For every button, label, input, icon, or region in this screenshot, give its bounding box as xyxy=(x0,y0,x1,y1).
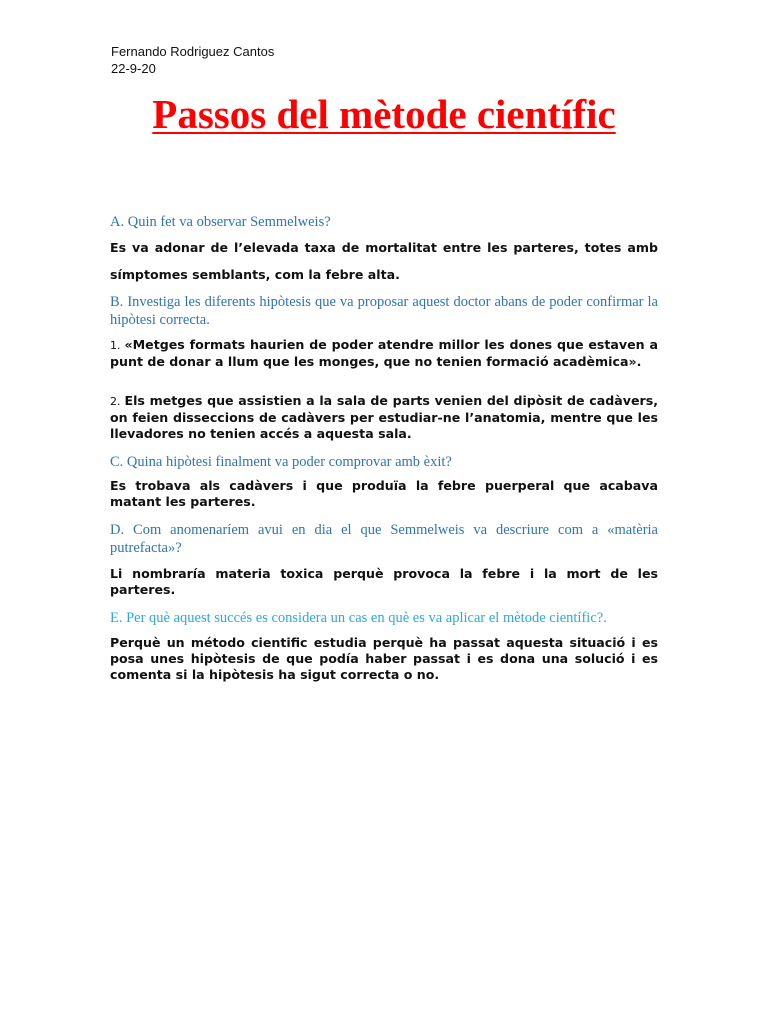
question-e: E. Per què aquest succés es considera un cas en què es va aplicar el mètode científic?. xyxy=(110,610,607,626)
question-b: B. Investiga les diferents hipòtesis que va proposar aquest doctor abans de poder confirmar la hipòtesi correcta. xyxy=(110,294,658,328)
answer-d: Li nombraría materia toxica perquè provoca la febre i la mort de les parteres. xyxy=(110,566,658,597)
answer-e: Perquè un método cientific estudia perquè ha passat aquesta situació i es posa unes hipòtesis de que podía haber passat i es dona una solució i es comenta si la hipòtesis ha sigut correcta o no. xyxy=(110,635,658,682)
answer-c: Es trobava als cadàvers i que produïa la febre puerperal que acabava matant les parteres. xyxy=(110,478,658,509)
hypothesis-text-1: «Metges formats haurien de poder atendre millor les dones que estaven a punt de donar a llum que les monges, que no tenien formació acadèmica». xyxy=(110,337,658,369)
hypothesis-text-2: Els metges que assistien a la sala de parts venien del dipòsit de cadàvers, on feien disseccions de cadàvers per estudiar-ne l’anatomia, mentre que les llevadores no tenien accés a aquesta sala. xyxy=(110,393,658,441)
hypothesis-item-2 xyxy=(110,393,658,442)
hypothesis-number-2: 2. xyxy=(110,395,121,408)
hypothesis-number-1: 1. xyxy=(110,339,121,352)
answer-a: Es va adonar de l’elevada taxa de mortalitat entre les parteres, totes amb símptomes semblants, com la febre alta. xyxy=(110,240,658,282)
hypothesis-item-1 xyxy=(110,337,658,370)
question-c: C. Quina hipòtesi finalment va poder comprovar amb èxit? xyxy=(110,454,452,470)
question-d: D. Com anomenaríem avui en dia el que Semmelweis va descriure com a «matèria putrefacta»? xyxy=(110,522,658,556)
author-name: Fernando Rodriguez Cantos xyxy=(111,44,275,59)
question-a: A. Quin fet va observar Semmelweis? xyxy=(110,214,331,230)
document-title: Passos del mètode científic xyxy=(152,91,616,137)
document-date: 22-9-20 xyxy=(111,61,156,76)
